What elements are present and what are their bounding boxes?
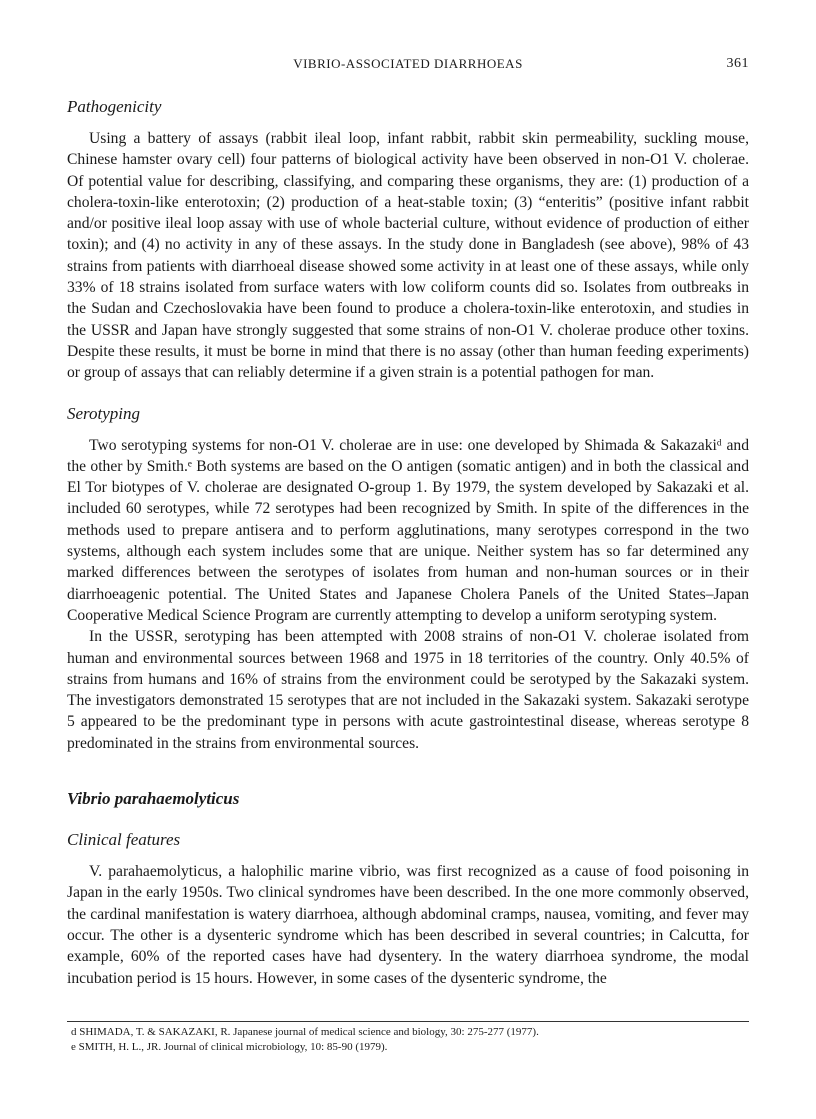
article-body (67, 96, 749, 989)
paragraph-clinical-features: V. parahaemolyticus, a halophilic marine vibrio, was first recognized as a cause of food poisoning in Japan in the early 1950s. Two clinical syndromes have been described. In the one more commonly observed, the cardinal manifestation is watery diarrhoea, although abdominal cramps, nausea, vomiting, and fever may occur. The other is a dysenteric syndrome which has been described in several countries; in Calcutta, for example, 60% of the reported cases have had dysentery. In the watery diarrhoea syndrome, the modal incubation period is 15 hours. However, in some cases of the dysenteric syndrome, the (67, 863, 749, 987)
footnote-d: d SHIMADA, T. & SAKAZAKI, R. Japanese journal of medical science and biology, 30: 275-277 (1977). (71, 1026, 539, 1038)
paragraph-serotyping-1: Two serotyping systems for non-O1 V. cholerae are in use: one developed by Shimada & Sakazakiᵈ and the other by Smith.ᵉ Both systems are based on the O antigen (somatic antigen) and in both the classical and El Tor biotypes of V. cholerae are designated O-group 1. By 1979, the system developed by Sakazaki et al. included 60 serotypes, while 72 serotypes had been recognized by Smith. In spite of the differences in the methods used to prepare antisera and to perform agglutinations, many serotypes correspond in the two systems, although each system includes some that are unique. Neither system has so far determined any marked differences between the serotypes of isolates from human and non-human sources or in their diarrhoeagenic potential. The United States and Japanese Cholera Panels of the United States–Japan Cooperative Medical Science Program are currently attempting to develop a uniform serotyping system. (67, 436, 749, 624)
page-number: 361 (726, 56, 749, 71)
footnote-e: e SMITH, H. L., JR. Journal of clinical microbiology, 10: 85-90 (1979). (71, 1041, 388, 1053)
section-heading-pathogenicity: Pathogenicity (67, 97, 162, 116)
section-heading-clinical-features: Clinical features (67, 830, 181, 850)
paragraph-serotyping-2: In the USSR, serotyping has been attempted with 2008 strains of non-O1 V. cholerae isolated from human and environmental sources between 1968 and 1975 in 18 territories of the country. Only 40.5% of strains from humans and 16% of strains from the environment could be serotyped by the Sakazaki system. The investigators demonstrated 15 serotypes that are not included in the Sakazaki system. Sakazaki serotype 5 appeared to be the predominant type in persons with acute gastrointestinal disease, whereas serotype 8 predominated in the strains from environmental sources. (67, 628, 749, 752)
footnotes (67, 1021, 749, 1055)
section-heading-serotyping: Serotyping (67, 403, 141, 423)
running-title: VIBRIO-ASSOCIATED DIARRHOEAS (293, 56, 523, 71)
section-heading-vibrio-parahaemolyticus: Vibrio parahaemolyticus (67, 789, 240, 809)
paragraph-pathogenicity: Using a battery of assays (rabbit ileal loop, infant rabbit, rabbit skin permeability, suckling mouse, Chinese hamster ovary cell) four patterns of biological activity have been observed in non-O1 V. cholerae. Of potential value for describing, classifying, and comparing these organisms, they are: (1) production of a cholera-toxin-like enterotoxin; (2) production of a heat-stable toxin; (3) “enteritis” (positive infant rabbit and/or positive ileal loop assay with use of whole bacterial culture, without evidence of production of either toxin); and (4) no activity in any of these assays. In the study done in Bangladesh (see above), 98% of 43 strains from patients with diarrhoeal disease showed some activity in at least one of these assays, while only 33% of 18 strains isolated from surface waters with low coliform counts did so. Isolates from outbreaks in the Sudan and Czechoslovakia have been found to produce a cholera-toxin-like enterotoxin, and studies in the USSR and Japan have strongly suggested that some strains of non-O1 V. cholerae produce other toxins. Despite these results, it must be borne in mind that there is no assay (other than human feeding experiments) or group of assays that can reliably determine if a given strain is a potential pathogen for man. (67, 130, 749, 382)
